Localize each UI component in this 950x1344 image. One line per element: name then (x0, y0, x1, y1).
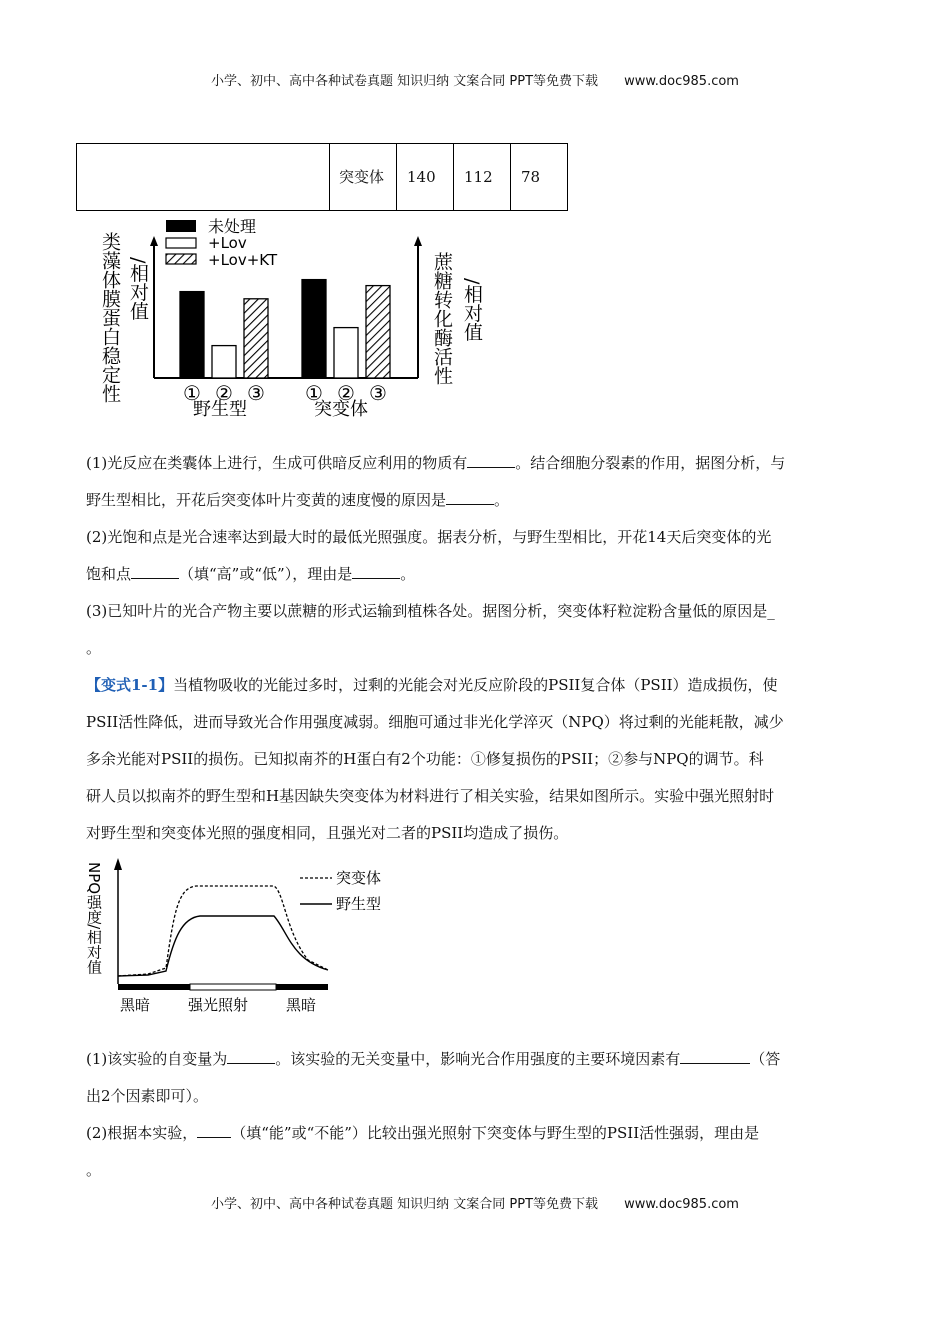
header-text: 小学、初中、高中各种试卷真题 知识归纳 文案合同 PPT等免费下载 (211, 74, 599, 89)
phase-bar-light (190, 984, 276, 990)
right-axis-arrow (414, 236, 422, 246)
table-cell-value: 112 (454, 144, 511, 211)
bar-category-label: ① (305, 381, 323, 405)
phase-bar-dark2 (276, 984, 328, 990)
question1-part2 (86, 519, 866, 593)
table-cell-empty (77, 144, 330, 211)
left-ylabel-unit: /相对值 (127, 257, 149, 321)
page-footer (0, 1193, 950, 1212)
answer-blank[interactable] (131, 564, 179, 579)
q1-text: (2)光饱和点是光合速率达到最大时的最低光照强度。据表分析，与野生型相比，开花14天后突变体的光 (86, 528, 772, 546)
bar-wildtype-2 (212, 346, 236, 378)
legend-swatch-untreated (166, 220, 196, 232)
table-cell-value: 140 (397, 144, 454, 211)
group-label-mutant: 突变体 (314, 399, 368, 420)
question2-part2 (86, 1115, 866, 1189)
page-header (0, 70, 950, 89)
left-ylabel: 类藻体膜蛋白稳定性 (99, 232, 121, 403)
legend-label-lov-kt: +Lov+KT (208, 251, 278, 269)
bar-mutant-2 (334, 328, 358, 378)
phase-bar-dark1 (118, 984, 190, 990)
answer-blank[interactable] (352, 564, 400, 579)
q1-text: 。 (86, 639, 102, 657)
q2-text: （答 (750, 1050, 781, 1068)
question2-part1 (86, 1041, 866, 1115)
right-ylabel-unit: /相对值 (461, 278, 483, 342)
table-cell-value: 78 (511, 144, 568, 211)
phase-label-dark1: 黑暗 (120, 996, 151, 1014)
npq-line-chart (85, 852, 408, 1024)
npq-ylabel: NPQ强度/相对值 (85, 862, 103, 975)
footer-url[interactable]: www.doc985.com (624, 1197, 739, 1212)
npq-axis-arrow (114, 858, 122, 870)
phase-label-light: 强光照射 (188, 996, 249, 1014)
q1-text: (1)光反应在类囊体上进行，生成可供暗反应利用的物质有 (86, 454, 468, 472)
answer-blank[interactable] (197, 1123, 231, 1138)
q2-text: (2)根据本实验， (86, 1124, 198, 1142)
q2-text: (1)该实验的自变量为 (86, 1050, 228, 1068)
bar-chart-figure (90, 212, 490, 424)
bar-category-label: ③ (369, 381, 387, 405)
data-table-fragment (76, 143, 568, 211)
right-ylabel: 蔗糖转化酶活性 (431, 252, 453, 385)
q1-text: 。结合细胞分裂素的作用，据图分析，与 (515, 454, 786, 472)
variant-text: PSII活性降低，进而导致光合作用强度减弱。细胞可通过非光化学淬灭（NPQ）将过剩的光能耗散，减少 (86, 713, 784, 731)
q1-text: 饱和点 (86, 565, 132, 583)
left-axis-arrow (150, 236, 158, 246)
bar-category-label: ② (215, 381, 233, 405)
mutant-curve (118, 886, 328, 976)
answer-blank[interactable] (680, 1049, 750, 1064)
legend-swatch-lov-kt (166, 254, 196, 264)
question1-part3 (86, 593, 866, 667)
footer-text: 小学、初中、高中各种试卷真题 知识归纳 文案合同 PPT等免费下载 (211, 1197, 599, 1212)
variant-text: 多余光能对PSII的损伤。已知拟南芥的H蛋白有2个功能：①修复损伤的PSII；②参与NPQ的调节。科 (86, 750, 764, 768)
q1-text: （填“高”或“低”），理由是 (179, 565, 353, 583)
table-row (77, 144, 568, 211)
bar-marks (180, 280, 390, 405)
q2-text: 出2个因素即可）。 (86, 1087, 209, 1105)
answer-blank[interactable] (227, 1049, 275, 1064)
answer-blank[interactable] (467, 453, 515, 468)
legend-label-untreated: 未处理 (208, 217, 257, 236)
legend-swatch-lov (166, 238, 196, 248)
q1-text: 。 (494, 491, 510, 509)
bar-mutant-3 (366, 286, 390, 378)
bar-wildtype-1 (180, 292, 204, 378)
bar-mutant-1 (302, 280, 326, 378)
answer-blank[interactable] (446, 490, 494, 505)
header-url[interactable]: www.doc985.com (624, 74, 739, 89)
bar-category-label: ① (183, 381, 201, 405)
bar-category-label: ③ (247, 381, 265, 405)
variant-tag: 【变式1-1】 (86, 676, 174, 694)
phase-label-dark2: 黑暗 (286, 996, 317, 1014)
legend-label-wildtype: 野生型 (336, 895, 382, 913)
q1-text: 。 (400, 565, 416, 583)
wildtype-curve (118, 916, 328, 976)
question1-part1 (86, 445, 866, 519)
table-cell-label: 突变体 (330, 144, 397, 211)
q2-text: 。该实验的无关变量中，影响光合作用强度的主要环境因素有 (275, 1050, 681, 1068)
variant-text: 对野生型和突变体光照的强度相同，且强光对二者的PSII均造成了损伤。 (86, 824, 569, 842)
variant-text: 当植物吸收的光能过多时，过剩的光能会对光反应阶段的PSII复合体（PSII）造成损伤，使 (173, 676, 778, 694)
group-label-wildtype: 野生型 (193, 399, 247, 420)
variant-text: 研人员以拟南芥的野生型和H基因缺失突变体为材料进行了相关实验，结果如图所示。实验中强光照射时 (86, 787, 775, 805)
q2-text: 。 (86, 1161, 102, 1179)
bar-category-label: ② (337, 381, 355, 405)
q2-text: （填“能”或“不能”）比较出强光照射下突变体与野生型的PSII活性强弱，理由是 (231, 1124, 760, 1142)
variant-stem (86, 667, 866, 852)
q1-text: 野生型相比，开花后突变体叶片变黄的速度慢的原因是 (86, 491, 447, 509)
legend-label-lov: +Lov (208, 234, 247, 252)
bar-wildtype-3 (244, 299, 268, 378)
legend-label-mutant: 突变体 (336, 869, 382, 887)
q1-text: (3)已知叶片的光合产物主要以蔗糖的形式运输到植株各处。据图分析，突变体籽粒淀粉含量低的原因是_ (86, 602, 775, 620)
